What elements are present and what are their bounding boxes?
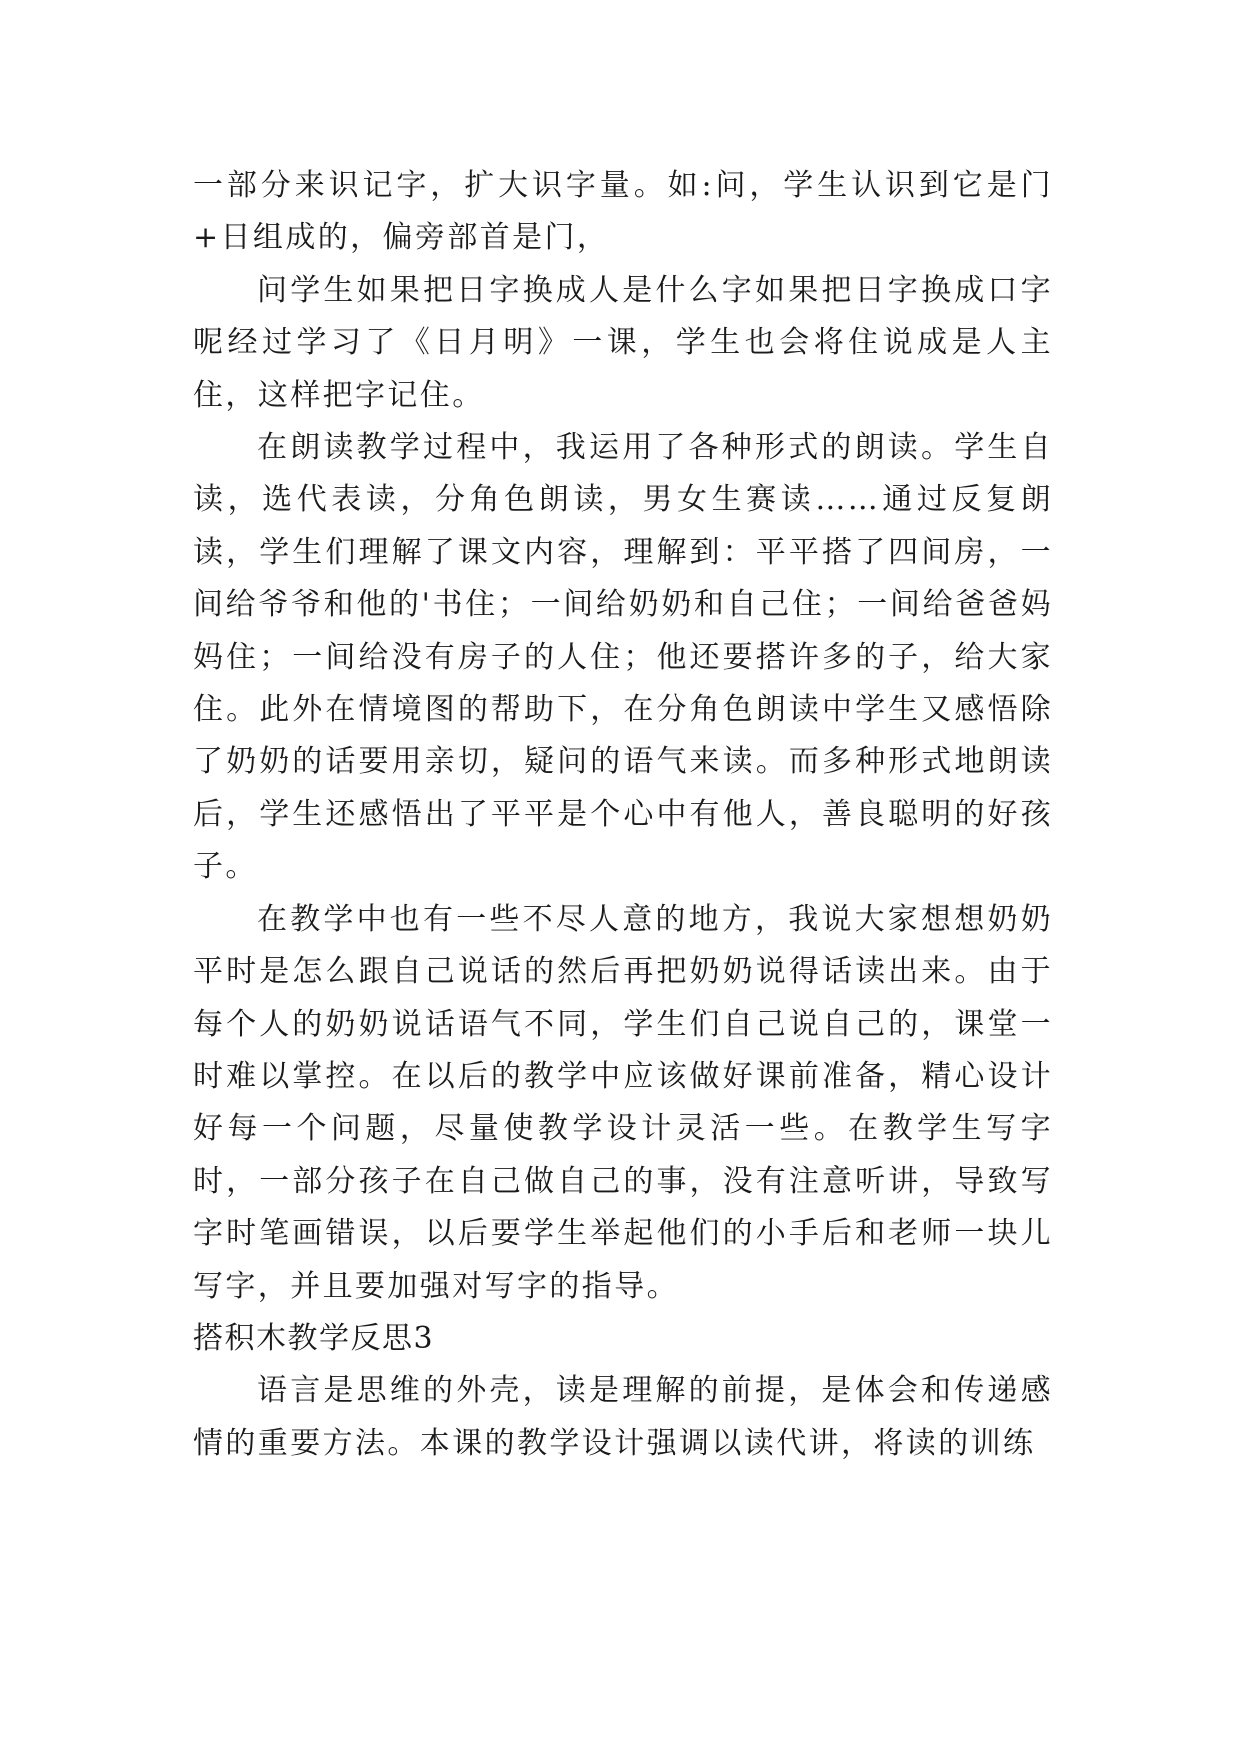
section-heading: 搭积木教学反思3 xyxy=(193,1320,435,1356)
paragraph-5: 语言是思维的外壳，读是理解的前提，是体会和传递感情的重要方法。本课的教学设计强调以读代讲，将读的训练 xyxy=(193,1373,1053,1461)
paragraph-2: 问学生如果把日字换成人是什么字如果把日字换成口字呢经过学习了《日月明》一课，学生也会将住说成是人主住，这样把字记住。 xyxy=(193,272,1053,413)
paragraph-1: 一部分来识记字，扩大识字量。如:问，学生认识到它是门+日组成的，偏旁部首是门， xyxy=(193,168,1053,256)
paragraph-3: 在朗读教学过程中，我运用了各种形式的朗读。学生自读，选代表读，分角色朗读，男女生赛读……通过反复朗读，学生们理解了课文内容，理解到：平平搭了四间房，一间给爷爷和他的'书住；一间给奶奶和自己住；一间给爸爸妈妈住；一间给没有房子的人住；他还要搭许多的子，给大家住。此外在情境图的帮助下，在分角色朗读中学生又感悟除了奶奶的话要用亲切，疑问的语气来读。而多种形式地朗读后，学生还感悟出了平平是个心中有他人，善良聪明的好孩子。 xyxy=(193,430,1053,885)
document-body xyxy=(193,160,1053,1470)
paragraph-4: 在教学中也有一些不尽人意的地方，我说大家想想奶奶平时是怎么跟自己说话的然后再把奶奶说得话读出来。由于每个人的奶奶说话语气不同，学生们自己说自己的，课堂一时难以掌控。在以后的教学中应该做好课前准备，精心设计好每一个问题，尽量使教学设计灵活一些。在教学生写字时，一部分孩子在自己做自己的事，没有注意听讲，导致写字时笔画错误，以后要学生举起他们的小手后和老师一块儿写字，并且要加强对写字的指导。 xyxy=(193,901,1053,1304)
